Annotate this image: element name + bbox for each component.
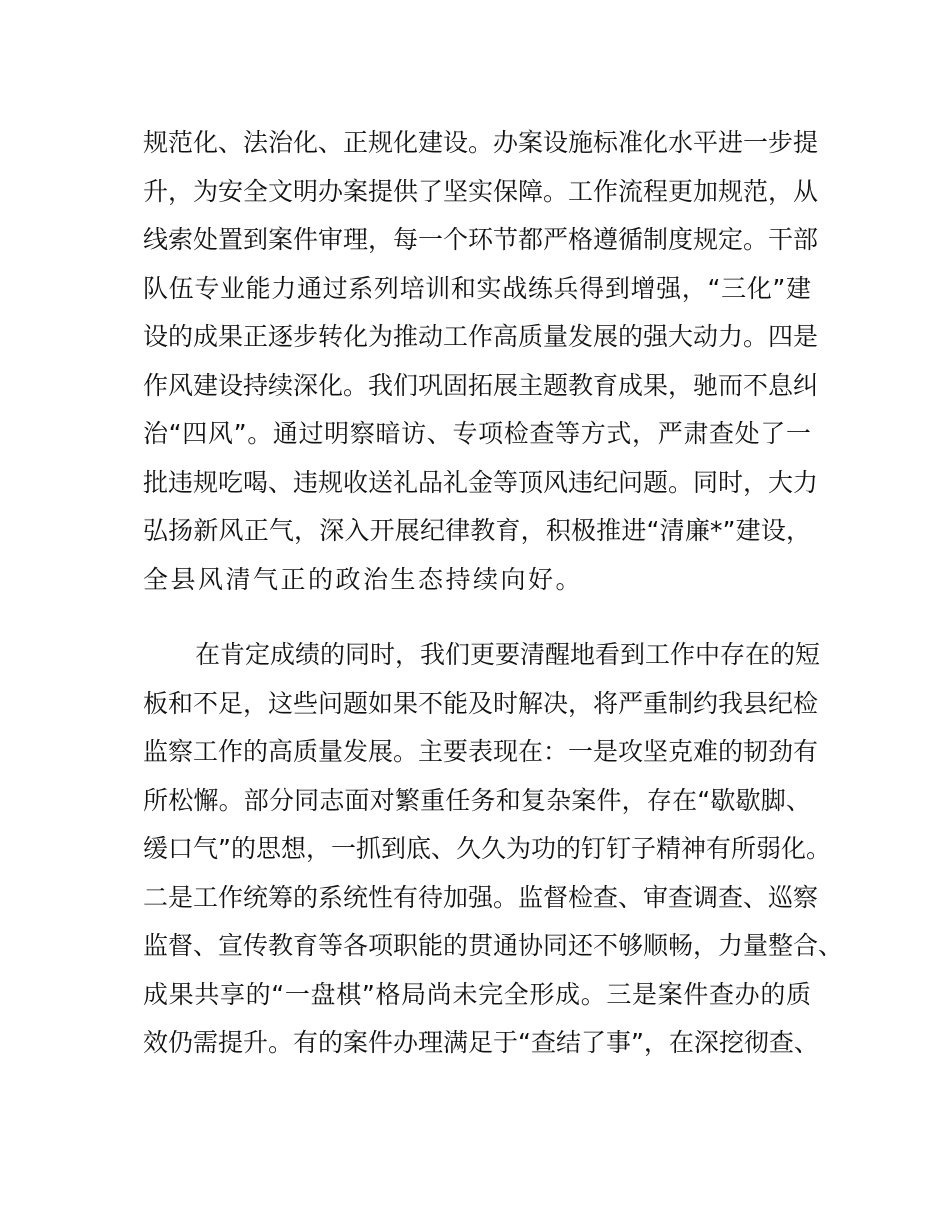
paragraph-achievements [143, 119, 819, 604]
text-line: 监督、宣传教育等各项职能的贯通协同还不够顺畅，力量整合、 [143, 931, 844, 960]
text-line: 治“四风”。通过明察暗访、专项检查等方式，严肃查处了一 [143, 419, 811, 448]
document-page [143, 119, 844, 1068]
text-line: 监察工作的高质量发展。主要表现在：一是攻坚克难的韧劲有 [143, 737, 819, 766]
text-line: 成果共享的“一盘棋”格局尚未完全形成。三是案件查办的质 [143, 979, 811, 1009]
text-line: 批违规吃喝、违规收送礼品礼金等顶风违纪问题。同时，大力 [143, 467, 819, 497]
text-line: 作风建设持续深化。我们巩固拓展主题教育成果，驰而不息纠 [143, 370, 819, 400]
text-line: 设的成果正逐步转化为推动工作高质量发展的强大动力。四是 [143, 322, 819, 351]
text-line: 弘扬新风正气，深入开展纪律教育，积极推进“清廉*”建设， [143, 516, 811, 545]
text-line: 板和不足，这些问题如果不能及时解决，将严重制约我县纪检 [143, 688, 819, 718]
text-line: 线索处置到案件审理，每一个环节都严格遵循制度规定。干部 [143, 225, 819, 254]
text-line: 在肯定成绩的同时，我们更要清醒地看到工作中存在的短 [195, 640, 821, 669]
text-line: 全县风清气正的政治生态持续向好。 [143, 564, 584, 594]
text-line: 队伍专业能力通过系列培训和实战练兵得到增强，“三化”建 [143, 273, 811, 303]
text-line: 缓口气”的思想，一抓到底、久久为功的钉钉子精神有所弱化。 [143, 834, 831, 863]
text-line: 二是工作统筹的系统性有待加强。监督检查、审查调查、巡察 [143, 882, 819, 912]
paragraph-shortcomings [143, 631, 844, 1068]
text-line: 规范化、法治化、正规化建设。办案设施标准化水平进一步提 [143, 128, 819, 157]
text-line: 所松懈。部分同志面对繁重任务和复杂案件，存在“歇歇脚、 [143, 785, 811, 815]
text-line: 效仍需提升。有的案件办理满足于“查结了事”，在深挖彻查、 [143, 1028, 819, 1057]
text-line: 升，为安全文明办案提供了坚实保障。工作流程更加规范，从 [143, 176, 819, 206]
